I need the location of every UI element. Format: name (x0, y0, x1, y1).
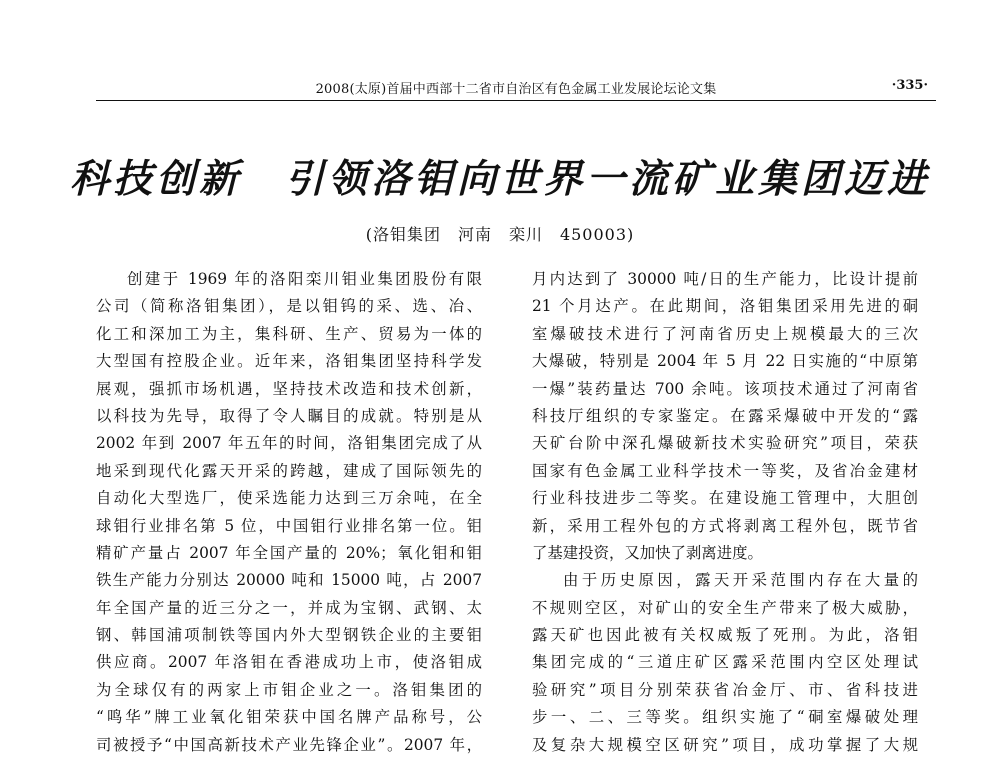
text-line: 钢、韩国浦项制铁等国内外大型钢铁企业的主要钼 (96, 626, 482, 645)
text-line: “鸣华”牌工业氧化钼荣获中国名牌产品称号，公 (96, 708, 482, 727)
text-line: 创建于 1969 年的洛阳栾川钼业集团股份有限 (127, 270, 482, 288)
text-line: 地采到现代化露天开采的跨越，建成了国际领先的 (96, 461, 482, 480)
text-line: 了基建投资，又加快了剥离进度。 (532, 543, 763, 562)
text-line: 新，采用工程外包的方式将剥离工程外包，既节省 (532, 516, 918, 535)
text-line: 验研究”项目分别荣获省冶金厅、市、省科技进 (532, 680, 918, 699)
text-line: 21 个月达产。在此期间，洛钼集团采用先进的硐 (532, 297, 918, 316)
text-line: 大爆破，特别是 2004 年 5 月 22 日实施的“中原第 (532, 352, 918, 371)
text-line: 科技厅组织的专家鉴定。在露采爆破中开发的“露 (532, 406, 918, 425)
text-line: 步一、二、三等奖。组织实施了“硐室爆破处理 (532, 708, 918, 727)
text-line: 司被授予“中国高新技术产业先锋企业”。2007 年， (96, 735, 482, 754)
author-affiliation: (洛钼集团 河南 栾川 450003) (365, 225, 635, 244)
text-line: 年全国产量的近三分之一，并成为宝钢、武钢、太 (96, 598, 482, 617)
text-line: 为全球仅有的两家上市钼企业之一。洛钼集团的 (96, 680, 482, 699)
text-line: 月内达到了 30000 吨/日的生产能力，比设计提前 (532, 270, 918, 288)
text-line: 展观，强抓市场机遇，坚持技术改造和技术创新， (96, 379, 482, 398)
text-line: 球钼行业排名第 5 位，中国钼行业排名第一位。钼 (96, 516, 482, 535)
text-line: 精矿产量占 2007 年全国产量的 20%；氧化钼和钼 (96, 543, 482, 562)
text-line: 公司（简称洛钼集团），是以钼钨的采、选、冶、 (96, 297, 482, 316)
text-line: 不规则空区，对矿山的安全生产带来了极大威胁， (532, 598, 918, 617)
text-line: 集团完成的“三道庄矿区露采范围内空区处理试 (532, 653, 918, 672)
text-line: 室爆破技术进行了河南省历史上规模最大的三次 (532, 324, 918, 343)
left-column (96, 266, 482, 759)
text-line: 一爆”装药量达 700 余吨。该项技术通过了河南省 (532, 379, 918, 398)
text-line: 及复杂大规模空区研究”项目，成功掌握了大规 (532, 735, 918, 754)
text-line: 国家有色金属工业科学技术一等奖，及省冶金建材 (532, 461, 918, 480)
text-line: 行业科技进步二等奖。在建设施工管理中，大胆创 (532, 489, 918, 508)
text-line: 天矿台阶中深孔爆破新技术实验研究”项目，荣获 (532, 434, 918, 453)
text-line: 露天矿也因此被有关权威叛了死刑。为此，洛钼 (532, 626, 918, 645)
running-title: 2008(太原)首届中西部十二省市自治区有色金属工业发展论坛论文集 (315, 82, 717, 97)
page-number: ·335· (891, 78, 928, 93)
text-line: 供应商。2007 年洛钼在香港成功上市，使洛钼成 (96, 653, 482, 672)
text-line: 由于历史原因，露天开采范围内存在大量的 (563, 571, 918, 590)
text-line: 以科技为先导，取得了令人瞩目的成就。特别是从 (96, 406, 482, 425)
running-header (96, 78, 936, 101)
text-line: 大型国有控股企业。近年来，洛钼集团坚持科学发 (96, 352, 482, 371)
text-line: 铁生产能力分别达 20000 吨和 15000 吨，占 2007 (96, 571, 482, 590)
right-column (532, 266, 918, 759)
text-line: 2002 年到 2007 年五年的时间，洛钼集团完成了从 (96, 434, 482, 453)
text-line: 自动化大型选厂，使采选能力达到三万余吨，在全 (96, 489, 482, 508)
text-line: 化工和深加工为主，集科研、生产、贸易为一体的 (96, 324, 482, 343)
article-title: 科技创新 引领洛钼向世界一流矿业集团迈进 (69, 157, 930, 202)
